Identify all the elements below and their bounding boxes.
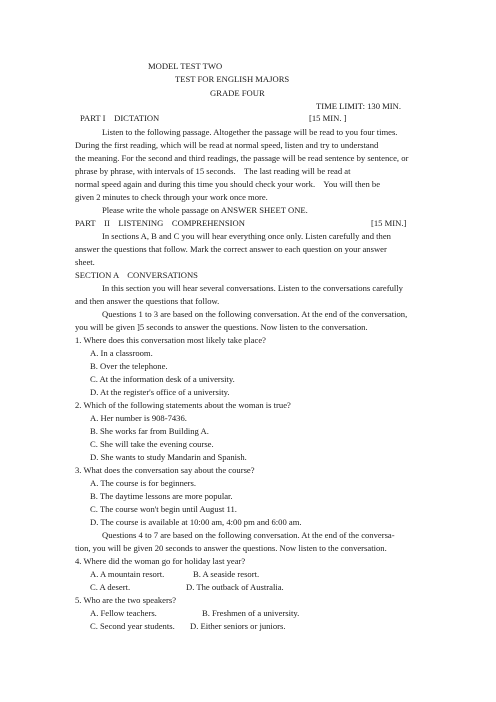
answer-option: D. At the register's office of a university. xyxy=(90,387,230,397)
part1-line: the meaning. For the second and third readings, the passage will be read sentence by sentence, or xyxy=(75,153,409,163)
answer-option: B. She works far from Building A. xyxy=(90,426,209,436)
answer-option: D. The course is available at 10:00 am, 4:00 pm and 6:00 am. xyxy=(90,517,302,527)
test-subtitle: TEST FOR ENGLISH MAJORS xyxy=(175,74,290,84)
sectionA-line: and then answer the questions that follow. xyxy=(75,296,220,306)
q4-7-intro-line: Questions 4 to 7 are based on the following conversation. At the end of the conversa- xyxy=(102,530,395,540)
time-limit: TIME LIMIT: 130 MIN. xyxy=(316,101,402,111)
question-stem: 4. Where did the woman go for holiday last year? xyxy=(75,556,246,566)
part1-line: During the first reading, which will be read at normal speed, listen and try to understand xyxy=(75,140,379,150)
part1-line: Please write the whole passage on ANSWER SHEET ONE. xyxy=(102,205,308,215)
part2-line: sheet. xyxy=(75,257,95,267)
answer-option: B. A seaside resort. xyxy=(193,569,260,579)
answer-option: A. Fellow teachers. xyxy=(90,608,157,618)
answer-option: C. The course won't begin until August 11. xyxy=(90,504,237,514)
test-title: MODEL TEST TWO xyxy=(148,61,223,71)
answer-option: A. The course is for beginners. xyxy=(90,478,197,488)
answer-option: C. At the information desk of a university. xyxy=(90,374,235,384)
question-stem: 1. Where does this conversation most likely take place? xyxy=(75,335,266,345)
answer-option: A. Her number is 908-7436. xyxy=(90,413,187,423)
part1-line: Listen to the following passage. Altogether the passage will be read to you four times. xyxy=(102,127,398,137)
part1-minutes: [15 MIN. ] xyxy=(309,113,347,123)
part2-line: answer the questions that follow. Mark the correct answer to each question on your answer xyxy=(75,244,387,254)
part2-line: In sections A, B and C you will hear everything once only. Listen carefully and then xyxy=(102,231,391,241)
part1-line: phrase by phrase, with intervals of 15 seconds. The last reading will be read at xyxy=(75,166,351,176)
answer-option: B. The daytime lessons are more popular. xyxy=(90,491,233,501)
part2-minutes: [15 MIN.] xyxy=(371,218,407,228)
answer-option: B. Freshmen of a university. xyxy=(202,608,300,618)
q4-7-intro-line: tion, you will be given 20 seconds to answer the questions. Now listen to the conversation. xyxy=(75,543,387,553)
part2-heading: PART II LISTENING COMPREHENSION xyxy=(75,218,245,228)
part1-heading: PART I DICTATION xyxy=(80,113,160,123)
answer-option: D. She wants to study Mandarin and Spanish. xyxy=(90,452,247,462)
sectionA-line: you will be given ]5 seconds to answer the questions. Now listen to the conversation. xyxy=(75,322,368,332)
sectionA-heading: SECTION A CONVERSATIONS xyxy=(75,270,198,280)
part1-line: given 2 minutes to check through your work once more. xyxy=(75,192,268,202)
sectionA-line: In this section you will hear several conversations. Listen to the conversations carefully xyxy=(102,283,403,293)
answer-option: D. Either seniors or juniors. xyxy=(190,621,286,631)
question-stem: 3. What does the conversation say about the course? xyxy=(75,465,255,475)
answer-option: C. A desert. xyxy=(90,582,131,592)
answer-option: D. The outback of Australia. xyxy=(186,582,284,592)
sectionA-line: Questions 1 to 3 are based on the following conversation. At the end of the conversation, xyxy=(102,309,408,319)
question-stem: 5. Who are the two speakers? xyxy=(75,595,177,605)
answer-option: C. Second year students. xyxy=(90,621,175,631)
answer-option: C. She will take the evening course. xyxy=(90,439,214,449)
grade-label: GRADE FOUR xyxy=(210,88,265,98)
answer-option: A. A mountain resort. xyxy=(90,569,165,579)
question-stem: 2. Which of the following statements about the woman is true? xyxy=(75,400,291,410)
answer-option: B. Over the telephone. xyxy=(90,361,168,371)
answer-option: A. In a classroom. xyxy=(90,348,153,358)
part1-line: normal speed again and during this time you should check your work. You will then be xyxy=(75,179,381,189)
